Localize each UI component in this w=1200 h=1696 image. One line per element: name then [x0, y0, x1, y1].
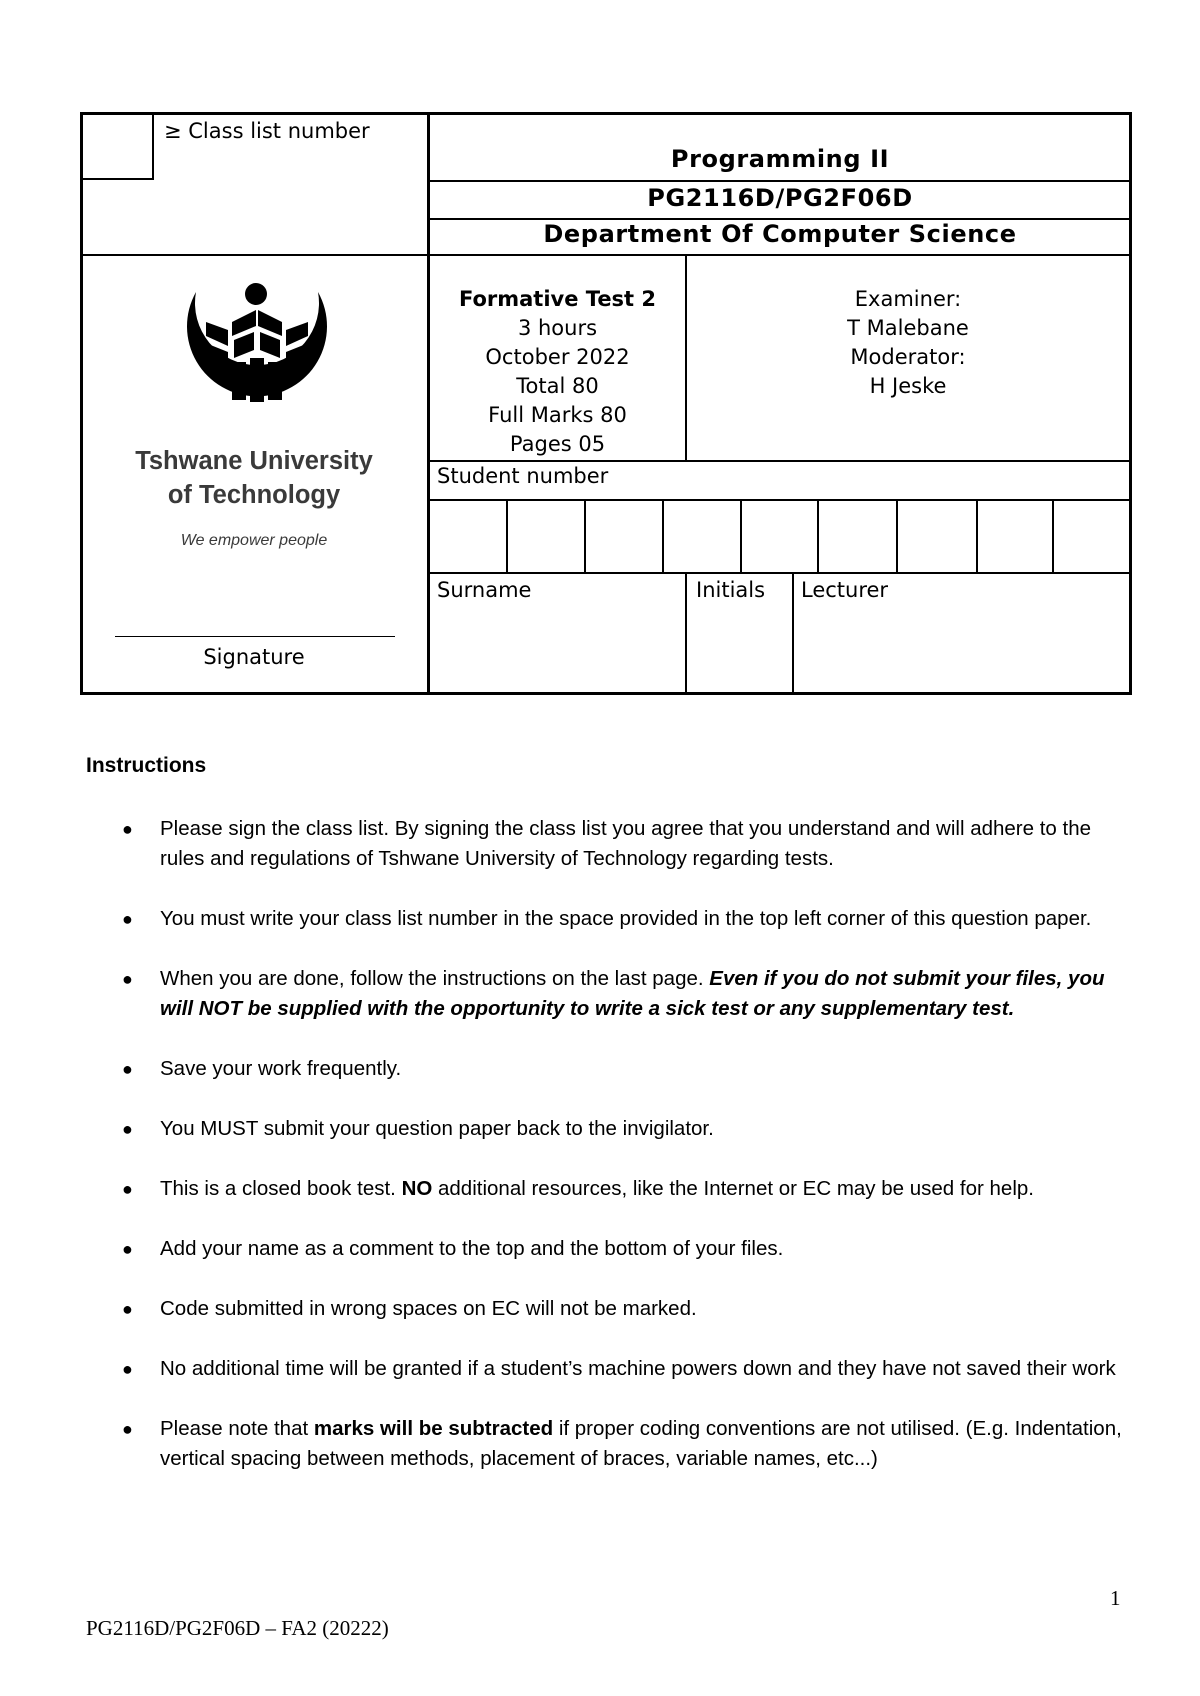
test-total: Total 80: [516, 374, 599, 398]
test-info: [430, 285, 685, 459]
instruction-item: [118, 904, 1128, 934]
student-number-rule-mid: [427, 499, 1132, 501]
bullet-icon: ●: [122, 1119, 133, 1139]
staff-info: [688, 285, 1128, 401]
course-name: Programming II: [670, 145, 890, 173]
instruction-text: Please sign the class list. By signing the class list you agree that you understand and will adhere to the rules and regulations of Tshwane University of Technology regarding tests.: [160, 817, 1092, 870]
table-border-left: [80, 112, 83, 695]
footer-text: PG2116D/PG2F06D – FA2 (20222): [86, 1616, 389, 1640]
instruction-item: [118, 814, 1128, 874]
instruction-text: marks will be subtracted: [313, 1417, 554, 1440]
student-number-label: Student number: [437, 464, 609, 488]
bullet-icon: ●: [122, 1179, 133, 1199]
header-rule-1: [427, 180, 1132, 182]
course-codes: PG2116D/PG2F06D: [647, 184, 913, 212]
initials-label: Initials: [696, 578, 766, 602]
university-name-line1: Tshwane University: [135, 447, 373, 475]
bullet-icon: ●: [122, 1419, 133, 1439]
table-border-bottom: [80, 692, 1132, 695]
bullet-icon: ●: [122, 969, 133, 989]
class-list-box-right: [152, 112, 154, 180]
digit-divider: [817, 499, 819, 574]
digit-divider: [662, 499, 664, 574]
page-number: 1: [1110, 1586, 1121, 1610]
instruction-text: Please note that: [160, 1417, 314, 1440]
student-number-rule-bottom: [427, 572, 1132, 574]
signature-line: [115, 636, 395, 637]
info-divider: [685, 254, 687, 462]
examiner-label: Examiner:: [854, 287, 962, 311]
digit-divider: [506, 499, 508, 574]
instruction-text: if proper coding conventions are not utilised. (E.g. Indentation, vertical spacing between methods, placement of braces, variable names, etc...): [160, 1417, 1122, 1470]
signature-label: Signature: [203, 645, 305, 669]
department: Department Of Computer Science: [543, 220, 1017, 248]
surname-label: Surname: [437, 578, 532, 602]
instructions-heading: Instructions: [86, 754, 207, 777]
instruction-text: When you are done, follow the instructions on the last page.: [160, 967, 710, 990]
instruction-text: You MUST submit your question paper back to the invigilator.: [160, 1117, 714, 1140]
instruction-text: You must write your class list number in the space provided in the top left corner of this question paper.: [160, 907, 1092, 930]
instruction-text: Save your work frequently.: [160, 1057, 402, 1080]
university-tagline: We empower people: [180, 532, 328, 549]
lecturer-label: Lecturer: [801, 578, 889, 602]
moderator-label: Moderator:: [850, 345, 966, 369]
instruction-item: [118, 1354, 1128, 1384]
instruction-item: [118, 964, 1128, 1024]
instructions-list: [118, 814, 1128, 1474]
instruction-text: NO: [401, 1177, 433, 1200]
digit-divider: [740, 499, 742, 574]
bullet-icon: ●: [122, 1239, 133, 1259]
bullet-icon: ●: [122, 909, 133, 929]
examiner-name: T Malebane: [847, 316, 969, 340]
instruction-text: Add your name as a comment to the top and the bottom of your files.: [160, 1237, 784, 1260]
moderator-name: H Jeske: [869, 374, 947, 398]
digit-divider: [976, 499, 978, 574]
instruction-text: additional resources, like the Internet or EC may be used for help.: [432, 1177, 1034, 1200]
instruction-item: [118, 1174, 1128, 1204]
test-date: October 2022: [485, 345, 630, 369]
digit-divider: [584, 499, 586, 574]
university-name-line2: of Technology: [167, 481, 341, 509]
class-list-label: ≥ Class list number: [164, 119, 370, 143]
bullet-icon: ●: [122, 1359, 133, 1379]
instruction-item: [118, 1114, 1128, 1144]
instruction-item: [118, 1054, 1128, 1084]
instruction-text: No additional time will be granted if a student’s machine powers down and they have not saved their work: [160, 1357, 1116, 1380]
test-pages: Pages 05: [509, 432, 606, 456]
bullet-icon: ●: [122, 819, 133, 839]
test-title: Formative Test 2: [458, 287, 657, 311]
table-border-top: [80, 112, 1132, 115]
test-duration: 3 hours: [517, 316, 598, 340]
bullet-icon: ●: [122, 1299, 133, 1319]
header-rule-3: [427, 254, 1132, 256]
digit-divider: [1052, 499, 1054, 574]
class-list-box-bottom: [80, 178, 153, 180]
digit-divider: [896, 499, 898, 574]
instruction-item: [118, 1414, 1128, 1474]
left-header-rule: [80, 254, 429, 256]
bullet-icon: ●: [122, 1059, 133, 1079]
instruction-text: Even if you do not submit your files, you will NOT be supplied with the opportunity to write a sick test or any supplementary test.: [160, 967, 1105, 1020]
instruction-text: Code submitted in wrong spaces on EC will not be marked.: [160, 1297, 697, 1320]
surname-divider: [685, 572, 687, 694]
test-full-marks: Full Marks 80: [488, 403, 627, 427]
tut-emblem-icon: [170, 278, 342, 428]
initials-divider: [792, 572, 794, 694]
instruction-item: [118, 1234, 1128, 1264]
instruction-item: [118, 1294, 1128, 1324]
instruction-text: This is a closed book test.: [160, 1177, 402, 1200]
